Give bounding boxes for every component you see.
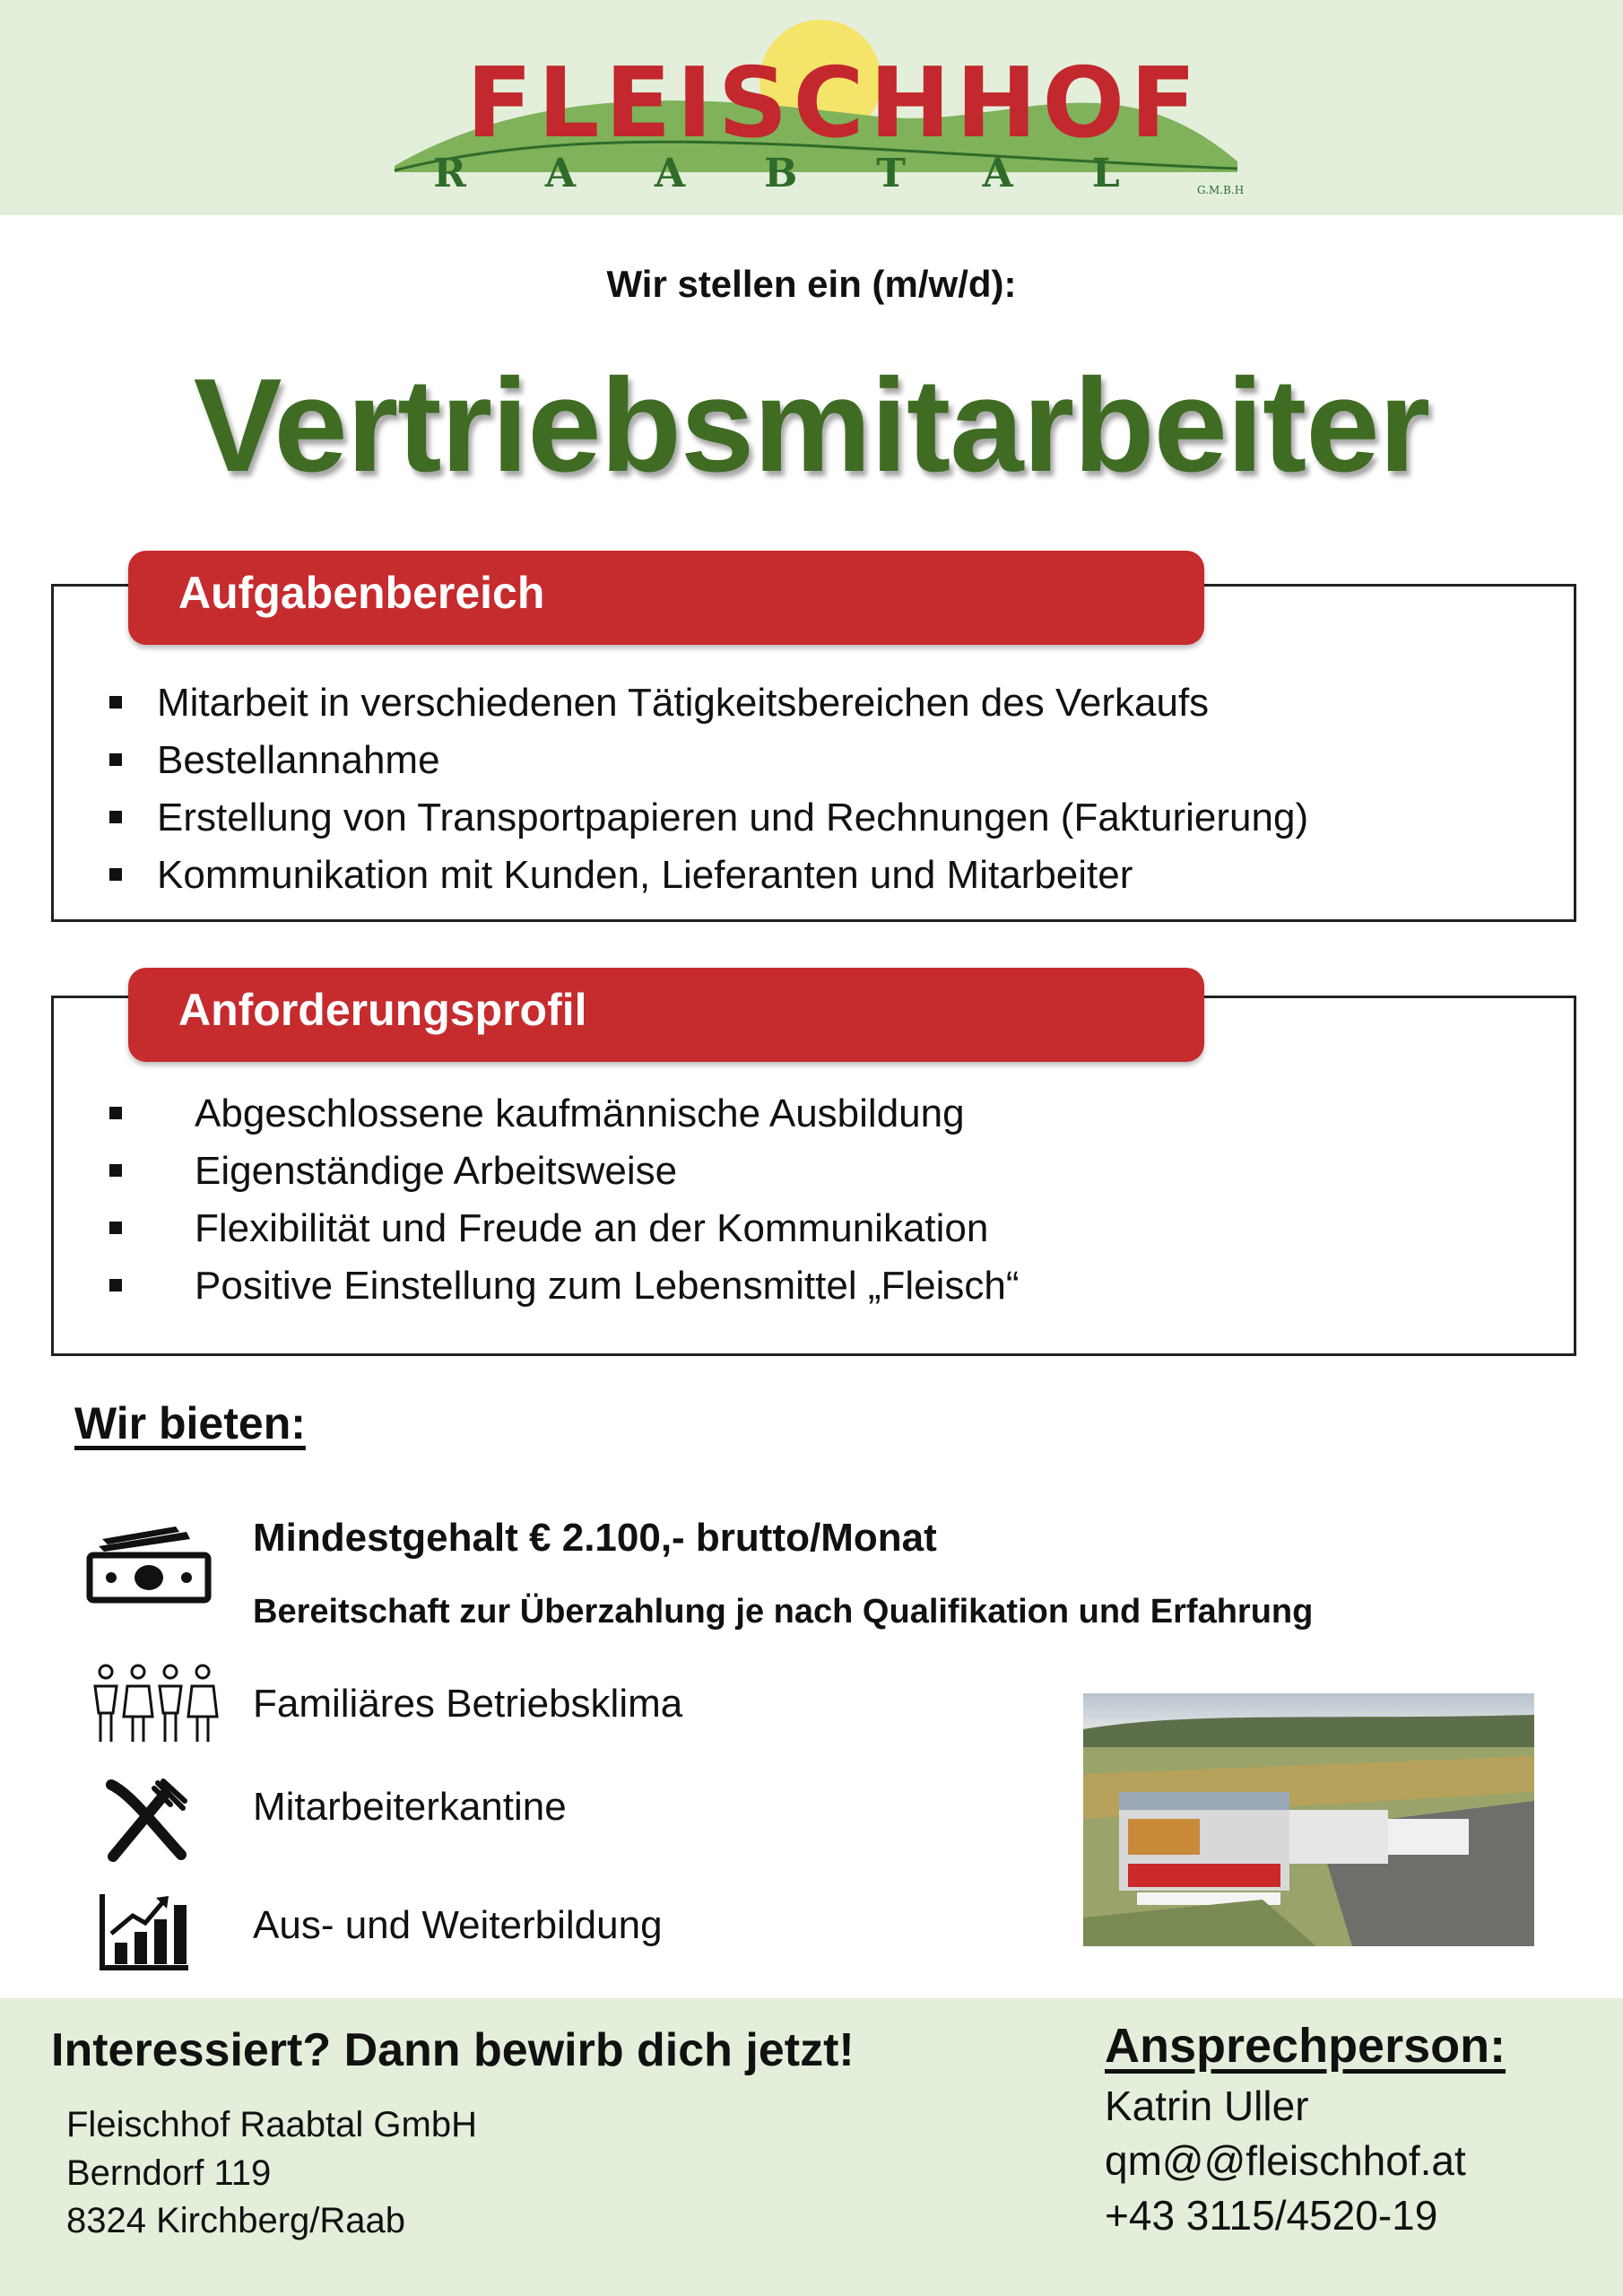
contact-heading: Ansprechperson: [1105, 2019, 1506, 2073]
bullet-icon [109, 753, 122, 766]
company-city: 8324 Kirchberg/Raab [66, 2201, 406, 2240]
offer-item: Familiäres Betriebsklima [253, 1682, 683, 1726]
bullet-icon [109, 696, 122, 709]
offer-item: Aus- und Weiterbildung [253, 1903, 663, 1947]
logo-subline: RAABTAL [433, 151, 1199, 196]
logo-wordmark: FLEISCHHOF [466, 48, 1202, 160]
tasks-heading: Aufgabenbereich [178, 568, 545, 618]
company-building-photo [1083, 1693, 1534, 1946]
bullet-icon [109, 1279, 122, 1292]
bullet-icon [109, 1164, 122, 1177]
intro-text: Wir stellen ein (m/w/d): [606, 263, 1017, 305]
bullet-icon [109, 1222, 122, 1234]
contact-phone[interactable]: +43 3115/4520-19 [1105, 2192, 1438, 2239]
logo-legal-form: G.M.B.H [1197, 184, 1245, 196]
fork-knife-icon [104, 1776, 190, 1866]
contact-email[interactable]: qm@@fleischhof.at [1105, 2137, 1466, 2184]
requirements-heading-tab [128, 968, 1204, 1062]
company-logo [377, 18, 1264, 197]
offers-heading: Wir bieten: [74, 1398, 306, 1448]
salary-note: Bereitschaft zur Überzahlung je nach Qualifikation und Erfahrung [253, 1593, 1314, 1631]
company-street: Berndorf 119 [66, 2153, 272, 2193]
contact-name: Katrin Uller [1105, 2083, 1309, 2129]
offer-item: Mitarbeiterkantine [253, 1785, 567, 1829]
money-icon [86, 1519, 212, 1610]
requirements-heading: Anforderungsprofil [178, 985, 587, 1035]
tasks-heading-tab [128, 551, 1204, 645]
job-title: Vertriebsmitarbeiter [193, 352, 1430, 500]
salary-text: Mindestgehalt € 2.100,- brutto/Monat [253, 1516, 937, 1560]
company-name: Fleischhof Raabtal GmbH [66, 2105, 477, 2144]
people-icon [90, 1663, 219, 1750]
growth-chart-icon [99, 1892, 190, 1976]
bullet-icon [109, 1107, 122, 1119]
bullet-icon [109, 811, 122, 823]
bullet-icon [109, 868, 122, 881]
call-to-action: Interessiert? Dann bewirb dich jetzt! [51, 2024, 855, 2076]
